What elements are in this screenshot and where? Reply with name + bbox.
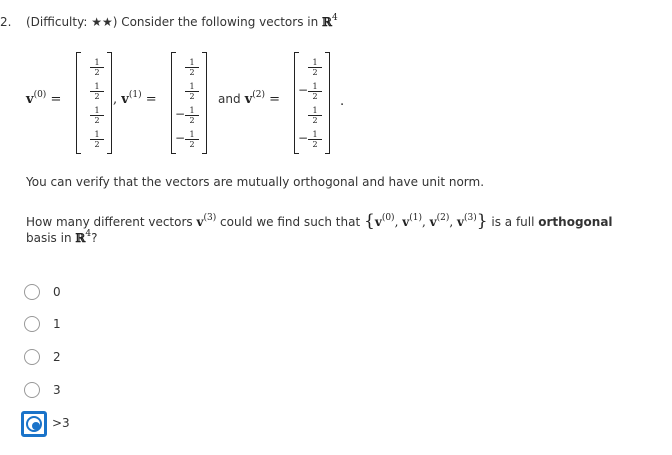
v2-equals: = <box>269 92 281 107</box>
vector-entry <box>308 58 322 77</box>
set-v3: v <box>457 215 464 229</box>
v3-superscript: (3) <box>203 213 217 223</box>
option-label: 3 <box>53 383 61 397</box>
difficulty-stars-icon: ★★ <box>91 15 113 29</box>
v0-symbol: v <box>26 92 34 107</box>
denominator: 2 <box>189 92 195 101</box>
set-open-brace: { <box>364 211 375 231</box>
option-4[interactable] <box>24 414 124 436</box>
separator-comma: , <box>113 92 118 107</box>
denominator: 2 <box>189 140 195 149</box>
vector-entry <box>308 106 322 125</box>
left-bracket <box>76 52 81 154</box>
numerator: 1 <box>308 82 322 92</box>
set-close-brace: } <box>476 211 488 231</box>
option-label: 1 <box>53 317 61 331</box>
numerator: 1 <box>90 130 104 140</box>
question-intro <box>26 15 338 29</box>
set-v0: v <box>374 215 382 229</box>
vector-entry <box>185 58 199 77</box>
set-v3-sup: (3) <box>463 213 477 223</box>
right-bracket <box>202 52 207 154</box>
vector-entry <box>185 82 199 101</box>
minus-sign: − <box>175 107 186 121</box>
option-1[interactable] <box>24 315 124 337</box>
prompt-part3: is a full <box>487 215 539 229</box>
denominator: 2 <box>189 68 195 77</box>
v0-superscript: (0) <box>33 90 47 100</box>
right-bracket <box>107 52 112 154</box>
set-v1: v <box>402 215 410 229</box>
numerator: 1 <box>185 106 199 116</box>
denominator: 2 <box>94 92 100 101</box>
numerator: 1 <box>90 58 104 68</box>
question-number: 2. <box>0 15 12 29</box>
prompt-line-2 <box>26 231 97 245</box>
set-v1-sup: (1) <box>409 213 422 223</box>
prompt-real-space-dim: 4 <box>85 229 92 239</box>
radio-circle-icon[interactable] <box>24 349 40 365</box>
v3-symbol: v <box>196 215 204 229</box>
vector-entry <box>185 130 199 149</box>
vector-entry <box>308 82 322 101</box>
set-v0-sup: (0) <box>381 213 395 223</box>
numerator: 1 <box>90 106 104 116</box>
prompt-part1: How many different vectors <box>26 215 197 229</box>
option-0[interactable] <box>24 283 124 305</box>
prompt-emphasis: orthogonal <box>538 215 613 229</box>
set-comma-2: , <box>421 215 426 229</box>
set-v2: v <box>429 215 437 229</box>
prompt-line2-text: basis in <box>26 231 76 245</box>
v2-lhs <box>218 92 280 107</box>
set-v2-sup: (2) <box>436 213 450 223</box>
denominator: 2 <box>189 116 195 125</box>
v1-equals: = <box>145 92 157 107</box>
option-3[interactable] <box>24 381 124 403</box>
option-label: >3 <box>52 416 70 430</box>
option-2[interactable] <box>24 348 124 370</box>
vector-entry <box>90 58 104 77</box>
v1-symbol: v <box>121 92 129 107</box>
denominator: 2 <box>94 68 100 77</box>
denominator: 2 <box>94 140 100 149</box>
v1-lhs <box>113 92 157 107</box>
numerator: 1 <box>185 58 199 68</box>
radio-circle-icon[interactable] <box>24 284 40 300</box>
numerator: 1 <box>308 130 322 140</box>
option-label: 0 <box>53 285 61 299</box>
radio-selected-icon[interactable] <box>21 411 47 437</box>
radio-ring <box>26 416 42 432</box>
intro-text: ) Consider the following vectors in <box>112 15 323 29</box>
prompt-question-mark: ? <box>91 231 98 245</box>
difficulty-prefix: (Difficulty: <box>26 15 92 29</box>
numerator: 1 <box>90 82 104 92</box>
minus-sign: − <box>298 131 309 145</box>
and-text: and <box>218 92 241 106</box>
statement-text: You can verify that the vectors are mutually orthogonal and have unit norm. <box>26 175 485 189</box>
numerator: 1 <box>308 106 322 116</box>
right-bracket <box>325 52 330 154</box>
denominator: 2 <box>312 116 318 125</box>
set-comma-1: , <box>394 215 399 229</box>
denominator: 2 <box>94 116 100 125</box>
numerator: 1 <box>308 58 322 68</box>
radio-circle-icon[interactable] <box>24 382 40 398</box>
final-period: . <box>340 94 345 109</box>
vector-entry <box>90 130 104 149</box>
option-label: 2 <box>53 350 61 364</box>
minus-sign: − <box>175 131 186 145</box>
real-space-symbol: ℝ <box>322 15 332 29</box>
vector-entry <box>90 82 104 101</box>
radio-dot <box>32 422 40 430</box>
minus-sign: − <box>298 83 309 97</box>
radio-circle-icon[interactable] <box>24 316 40 332</box>
numerator: 1 <box>185 82 199 92</box>
real-space-dim: 4 <box>332 13 338 23</box>
prompt-line-1 <box>26 211 613 231</box>
v0-lhs <box>26 92 61 107</box>
v2-symbol: v <box>244 92 253 107</box>
prompt-real-space-symbol: ℝ <box>75 231 86 245</box>
vector-entry <box>185 106 199 125</box>
prompt-part2: could we find such that <box>216 215 364 229</box>
denominator: 2 <box>312 140 318 149</box>
v1-superscript: (1) <box>128 90 142 100</box>
vector-entry <box>90 106 104 125</box>
vector-entry <box>308 130 322 149</box>
set-comma-3: , <box>449 215 454 229</box>
denominator: 2 <box>312 68 318 77</box>
v2-superscript: (2) <box>252 90 266 100</box>
denominator: 2 <box>312 92 318 101</box>
v0-equals: = <box>50 92 62 107</box>
numerator: 1 <box>185 130 199 140</box>
